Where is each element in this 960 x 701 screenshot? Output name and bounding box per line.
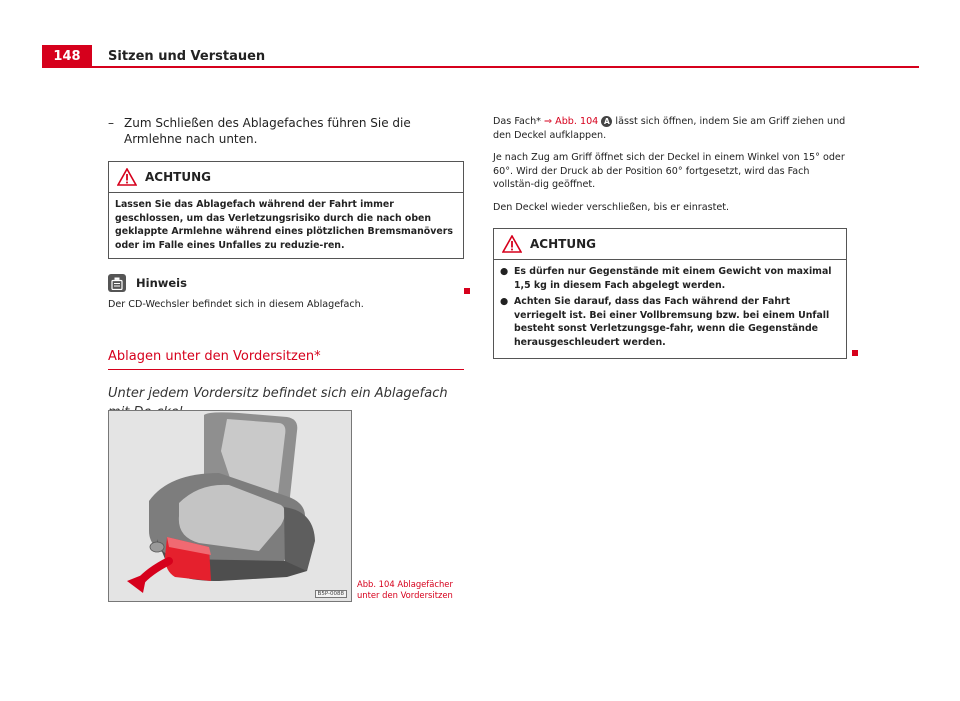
note-title: Hinweis bbox=[136, 276, 187, 290]
step-dash: – bbox=[108, 116, 114, 130]
note-header bbox=[108, 273, 464, 293]
note-text: Der CD-Wechsler befindet sich in diesem Ablagefach. bbox=[108, 299, 364, 310]
step-item bbox=[108, 115, 464, 147]
figure-caption-line1: Abb. 104 Ablagefächer bbox=[357, 579, 453, 589]
paragraph-1 bbox=[493, 115, 847, 142]
figure-caption bbox=[357, 579, 453, 601]
figure-caption-line2: unter den Vordersitzen bbox=[357, 590, 453, 600]
chapter-title: Sitzen und Verstauen bbox=[108, 49, 266, 64]
paragraph-1-suffix: lässt sich öffnen, indem Sie am Griff ziehen und den Deckel aufklappen. bbox=[493, 116, 846, 141]
warning-header bbox=[109, 162, 463, 193]
paragraph-1-prefix: Das Fach* bbox=[493, 116, 545, 127]
seat-illustration bbox=[109, 411, 351, 601]
step-text: Zum Schließen des Ablagefaches führen Sie die Armlehne nach unten. bbox=[124, 116, 411, 146]
end-mark bbox=[464, 288, 470, 294]
warning-item-text: Es dürfen nur Gegenstände mit einem Gewicht von maximal 1,5 kg in diesem Fach abgelegt werden. bbox=[514, 266, 832, 291]
right-column bbox=[493, 115, 847, 359]
warning-item-text: Achten Sie darauf, dass das Fach während der Fahrt verriegelt ist. Bei einer Vollbremsung bzw. bei einem Unfall besteht sonst Verletzungsge-fahr, wenn die Gegenstände herausgeschleudert werden. bbox=[514, 296, 830, 348]
paragraph-2: Je nach Zug am Griff öffnet sich der Deckel in einem Winkel von 15° oder 60°. Wird der Druck ab der Position 60° fortgesetzt, wird das Fach vollstän-dig geöffnet. bbox=[493, 152, 845, 190]
warning-title: ACHTUNG bbox=[530, 237, 596, 251]
warning-box-right bbox=[493, 228, 847, 359]
header-rule bbox=[42, 66, 919, 68]
warning-title: ACHTUNG bbox=[145, 170, 211, 184]
figure-reference-link[interactable]: ⇒ Abb. 104 bbox=[544, 116, 599, 127]
left-column bbox=[108, 115, 464, 422]
callout-badge: A bbox=[601, 116, 612, 127]
seat-figure bbox=[108, 410, 352, 602]
warning-box-left bbox=[108, 161, 464, 259]
paragraph-3: Den Deckel wieder verschließen, bis er einrastet. bbox=[493, 201, 730, 213]
figure-code: B5P-0088 bbox=[315, 590, 347, 598]
bullet: ● bbox=[500, 266, 509, 277]
note-text-block bbox=[108, 298, 464, 311]
section-intro: Unter jedem Vordersitz befindet sich ein Ablagefach bbox=[108, 386, 448, 401]
bullet: ● bbox=[500, 296, 509, 307]
note-icon bbox=[108, 274, 126, 292]
section-title: Ablagen unter den Vordersitzen* bbox=[108, 349, 464, 370]
warning-item bbox=[500, 265, 840, 292]
end-mark bbox=[852, 350, 858, 356]
warning-text: Lassen Sie das Ablagefach während der Fahrt immer geschlossen, um das Verletzungsrisiko durch die nach oben geklappte Armlehne während eines plötzlichen Bremsmanövers oder im Falle eines Unfalles zu reduzie-ren. bbox=[115, 199, 453, 251]
warning-body bbox=[494, 260, 846, 358]
page-number: 148 bbox=[42, 45, 92, 67]
warning-header bbox=[494, 229, 846, 260]
warning-body bbox=[109, 193, 463, 258]
warning-triangle-icon bbox=[502, 235, 522, 253]
warning-triangle-icon bbox=[117, 168, 137, 186]
warning-item bbox=[500, 295, 840, 349]
